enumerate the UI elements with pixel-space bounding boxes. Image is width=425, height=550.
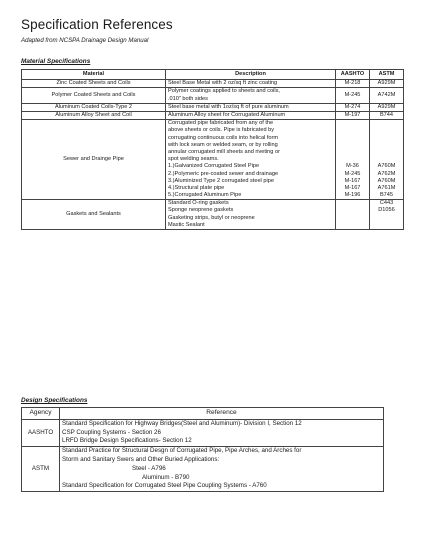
reference-line: Aluminum - B790 — [142, 473, 190, 481]
astm-cell — [370, 80, 404, 88]
aashto-cell — [336, 200, 370, 230]
design-row — [22, 419, 384, 446]
aashto-cell — [336, 80, 370, 88]
aashto-code: M-197 — [344, 111, 361, 118]
aashto-code — [338, 142, 367, 149]
description-col-header: Description — [166, 70, 336, 80]
aashto-col-header: AASHTO — [336, 70, 370, 80]
design-table — [21, 407, 384, 492]
reference-line: Standard Specification for Highway Bridges(Steel and Aluminum)- Division I, Section 12 — [62, 419, 302, 427]
description-line: annular corrugated mill sheets and riveting or — [168, 148, 280, 155]
description-line: Sponge neoprene gaskets — [168, 207, 234, 214]
material-row — [22, 103, 404, 111]
reference-cell — [60, 447, 384, 492]
aashto-code: M-196 — [344, 192, 361, 199]
description-cell — [166, 103, 336, 111]
material-header-row — [22, 70, 404, 80]
material-name: Gaskets and Sealants — [22, 200, 166, 230]
reference-line: LRFD Bridge Design Specifications- Section 12 — [62, 437, 192, 445]
agency-name: AASHTO — [22, 419, 60, 446]
astm-code: A760M — [377, 177, 396, 184]
astm-code — [372, 135, 401, 142]
astm-col-header: ASTM — [370, 70, 404, 80]
page-subtitle: Adapted from NCSPA Drainage Design Manual — [21, 37, 149, 44]
aashto-code — [338, 215, 367, 222]
aashto-cell — [336, 103, 370, 111]
description-cell — [166, 88, 336, 103]
description-cell — [166, 80, 336, 88]
aashto-code: M-245 — [344, 92, 361, 98]
description-line: above sheets or coils. Pipe is fabricated by — [168, 127, 275, 134]
material-name: Sewer and Drainge Pipe — [22, 120, 166, 200]
reference-col-header: Reference — [60, 408, 384, 420]
astm-code — [372, 120, 401, 127]
description-line: 5.)Corrugated Aluminum Pipe — [168, 192, 242, 199]
description-line: Aluminum Alloy sheet for Corrugated Aluminum — [168, 111, 286, 118]
astm-code — [372, 127, 401, 134]
reference-line: Storm and Sanitary Swers and Other Buried Applications: — [62, 455, 220, 463]
astm-code: B745 — [379, 192, 394, 199]
reference-cell — [60, 419, 384, 446]
material-name: Aluminum Alloy Sheet and Coil — [22, 111, 166, 119]
material-row — [22, 120, 404, 200]
description-line: Polymer coatings applied to sheets and coils, — [168, 88, 280, 95]
reference-line: Standard Practice for Structural Desgn of Corrugated Pipe, Pipe Arches, and Arches for — [62, 447, 302, 455]
astm-code — [372, 222, 401, 229]
aashto-code — [338, 149, 367, 156]
description-line: .010" both sides — [168, 95, 208, 102]
astm-code: B744 — [379, 111, 394, 118]
astm-code: A762M — [377, 170, 396, 177]
astm-cell — [370, 103, 404, 111]
material-row — [22, 88, 404, 103]
astm-cell — [370, 88, 404, 103]
material-row — [22, 200, 404, 230]
material-name: Zinc Coated Sheets and Coils — [22, 80, 166, 88]
design-row — [22, 447, 384, 492]
description-line: corrugating continuous coils into helical form — [168, 134, 279, 141]
description-cell — [166, 120, 336, 200]
description-line: 1.)Galvanized Corrugated Steel Pipe — [168, 163, 260, 170]
description-cell — [166, 111, 336, 119]
aashto-code — [338, 222, 367, 229]
description-cell — [166, 200, 336, 230]
aashto-cell — [336, 111, 370, 119]
astm-code: D1056 — [378, 207, 395, 214]
reference-line: Steel - A796 — [132, 464, 166, 472]
design-section-title: Design Specifications — [21, 397, 88, 404]
description-line: 3.)Aluminized Type 2 corrugated steel pipe — [168, 177, 274, 184]
aashto-code — [338, 200, 367, 207]
aashto-cell — [336, 88, 370, 103]
material-row — [22, 111, 404, 119]
material-table — [21, 69, 404, 230]
aashto-code: M-167 — [344, 184, 361, 191]
aashto-code — [338, 127, 367, 134]
description-line: with lock seam or welded seam, or by rolling — [168, 141, 278, 148]
astm-code: A929M — [377, 103, 396, 110]
aashto-code — [338, 120, 367, 127]
description-line: spot welding seams. — [168, 156, 219, 163]
description-line: 2.)Polymeric pre-coated sewer and drainage — [168, 170, 279, 177]
design-header-row — [22, 408, 384, 420]
description-line: 4.)Structural plate pipe — [168, 184, 225, 191]
material-name: Polymer Coated Sheets and Coils — [22, 88, 166, 103]
aashto-code: M-245 — [344, 170, 361, 177]
agency-col-header: Agency — [22, 408, 60, 420]
astm-code: A742M — [377, 92, 396, 98]
astm-code — [372, 156, 401, 163]
description-line: Steel base metal with 1oz/sq ft of pure aluminum — [168, 103, 289, 110]
aashto-code: M-167 — [344, 177, 361, 184]
reference-line: CSP Coupling Systems - Section 26 — [62, 428, 161, 436]
reference-line: Standard Specification for Corrugated Steel Pipe Coupling Systems - A760 — [62, 482, 267, 490]
description-line: Gasketing strips, butyl or neoprene — [168, 214, 255, 221]
astm-cell — [370, 111, 404, 119]
material-section-title: Material Specifications — [21, 58, 91, 65]
astm-code — [372, 215, 401, 222]
description-line: Corrugated pipe fabricated from any of the — [168, 120, 274, 127]
astm-code — [372, 149, 401, 156]
description-line: Standard O-ring gaskets — [168, 200, 229, 207]
astm-code — [372, 142, 401, 149]
material-col-header: Material — [22, 70, 166, 80]
aashto-code: M-274 — [344, 103, 361, 110]
aashto-code — [338, 156, 367, 163]
astm-cell — [370, 200, 404, 230]
description-line: Steel Base Metal with 2 oz/sq ft zinc coating — [168, 80, 278, 87]
astm-code: C443 — [379, 200, 394, 207]
material-row — [22, 80, 404, 88]
aashto-cell — [336, 120, 370, 200]
aashto-code — [338, 135, 367, 142]
astm-code: A760M — [377, 163, 396, 170]
aashto-code: M-218 — [344, 80, 361, 87]
astm-cell — [370, 120, 404, 200]
agency-name: ASTM — [22, 447, 60, 492]
page-title: Specification References — [21, 17, 173, 32]
astm-code: A929M — [377, 80, 396, 87]
aashto-code — [338, 207, 367, 214]
description-line: Mastic Sealant — [168, 221, 205, 228]
aashto-code: M-36 — [346, 163, 359, 170]
astm-code: A761M — [377, 184, 396, 191]
material-name: Aluminum Coated Coils-Type 2 — [22, 103, 166, 111]
